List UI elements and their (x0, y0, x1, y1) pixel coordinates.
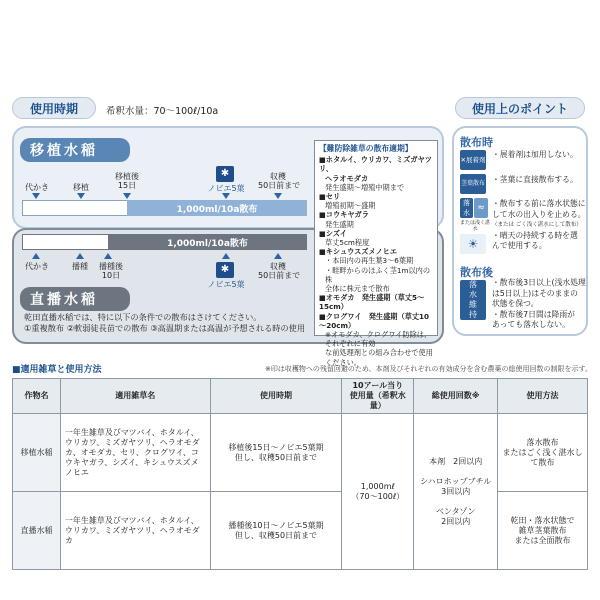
drain-icon-line1: 落 (463, 199, 470, 207)
row1-crop: 移植水稲 (13, 414, 61, 492)
spreader-icon-text: 展着剤 (465, 156, 486, 164)
section-title: ■適用雑草と使用方法 (12, 365, 102, 375)
section-note: ※印は収穫物への残留回避のため、本剤及びそれぞれの有効成分を含む農薬の総使用回数の制限を示す。 (264, 365, 592, 373)
direct-shirokaki-marker-icon (32, 253, 40, 259)
direct-note-1: 乾田直播水稲では、特に以下の条件での散布はさけてください。 (24, 312, 262, 322)
direct-leaf5-icon: ✱ (216, 262, 234, 278)
foliar-spray-icon (460, 174, 486, 194)
weed-timing-box (314, 140, 438, 367)
table-row (13, 492, 588, 570)
keep-water-icon (460, 280, 486, 320)
usage-period-label: 使用時期 (29, 101, 78, 116)
weed-box-line: ■ホタルイ、ウリカワ、ミズガヤツリ、 (319, 155, 432, 174)
transplant-spray-text: 1,000ml/10a散布 (176, 204, 258, 215)
after-point-1b: は5日以上)はそのままの (492, 288, 578, 298)
direct-notes (24, 312, 324, 334)
leaf5-marker-icon (222, 193, 230, 199)
row2-weeds: 一年生雑草及びマツバイ、ホタルイ、ウリカワ、ミズガヤツリ、ヘラオモダカ (60, 492, 210, 570)
row2-crop: 直播水稲 (13, 492, 61, 570)
keep-icon-line4: 持 (469, 310, 477, 319)
direct-leaf5-marker-icon (222, 253, 230, 259)
transplant-harvest-label (258, 172, 301, 190)
spray-point-1: ・展着剤は加用しない。 (492, 150, 578, 159)
col-crop: 作物名 (13, 379, 61, 414)
direct-spray-bar (108, 234, 307, 250)
direct-header (20, 287, 130, 311)
spray-point-4b: んで使用する。 (492, 241, 547, 250)
row1-period: 移植後15日～ノビエ5葉期 但し、収穫50日前まで (210, 414, 342, 492)
weed-box-line: 草丈5cm程度 (325, 238, 370, 248)
col-period: 使用時期 (210, 379, 342, 414)
row2-period: 播種後10日～ノビエ5葉期 但し、収穫50日前まで (210, 492, 342, 570)
usage-points-badge (455, 97, 585, 119)
direct-title: 直播水稲 (30, 292, 98, 308)
sunny-icon: ☀ (460, 234, 486, 254)
direct-harvest-label (258, 262, 301, 280)
spray-point-3: ・散布する前に落水状態に (492, 199, 586, 208)
direct-spray-text: 1,000ml/10a散布 (167, 238, 248, 249)
leaf5-icon: ✱ (216, 166, 234, 182)
weed-box-lines (319, 155, 433, 367)
seeding-marker-icon (76, 253, 84, 259)
direct-harvest-line2: 50日前まで (258, 271, 301, 280)
amount-cell: 1,000mℓ （70～100ℓ） (342, 414, 414, 570)
after-point-2b: あっても落水しない。 (492, 320, 570, 329)
no-spreader-icon: ✕展着剤 (460, 150, 486, 170)
shallow-water-note: または浅く湛水 (459, 220, 490, 232)
after10-line1: 播種後 (99, 262, 123, 271)
direct-seeding-label: 播種 (72, 262, 88, 271)
after-point-1: ・散布後3日以上(浅水処理 (492, 278, 586, 287)
shirokaki-marker-icon (32, 193, 40, 199)
row1-method: 落水散布 またはごく浅く湛水して散布 (498, 414, 588, 492)
weed-box-title: 【難防除雑草の散布適期】 (319, 144, 413, 153)
application-table (12, 378, 588, 570)
usage-period-badge (12, 97, 96, 119)
foliar-icon-text: 茎葉散布 (460, 180, 485, 187)
shallow-water-icon: ≈ (474, 198, 488, 218)
weed-box-line: な前処理剤との組み合わせで使用ください。 (325, 348, 433, 367)
table-row (13, 414, 588, 492)
weed-box-line: ヘラオモダカ (325, 173, 369, 183)
weed-box-line: ■シズイ (319, 228, 347, 238)
transplant-spray-bar (127, 200, 307, 216)
after15-marker-icon (123, 193, 131, 199)
drain-water-icon (460, 198, 473, 218)
weed-box-line: 全体に株元まで散布 (325, 284, 390, 294)
spray-time-points (492, 150, 588, 252)
weed-box-line: 発生盛期～増殖中期まで (325, 182, 405, 192)
spray-point-2: ・茎葉に直接散布する。 (492, 174, 578, 184)
after10-marker-icon (104, 253, 112, 259)
after-point-1c: 状態を保つ。 (492, 299, 539, 308)
weed-box-line: ■コウキヤガラ (319, 210, 369, 220)
transplant-leaf5-label: ノビエ5葉 (207, 184, 245, 193)
weed-box-line: 発生盛期 (325, 219, 354, 229)
direct-shirokaki-label: 代かき (25, 262, 49, 271)
keep-icon-line2: 水 (469, 290, 477, 299)
after15-line2: 15日 (117, 181, 137, 190)
spray-point-4: ・晴天の持続する時を選 (492, 230, 578, 240)
count-cell: 本剤 2回以内 シハロホップブチル 3回以内 ベンタゾン 2回以内 (414, 414, 498, 570)
keep-icon-line1: 落 (469, 280, 477, 289)
keep-icon-line3: 維 (469, 300, 477, 309)
row2-method: 乾田・落水状態で 雑草茎葉散布 または全面散布 (498, 492, 588, 570)
col-amount: 10アール当り 使用量（希釈水量） (342, 379, 414, 414)
weed-box-line: ■キシュウスズメノヒエ (319, 247, 398, 257)
transplant-after15-label (112, 172, 142, 190)
weed-box-line: ※オモダカ、クログワイ防除は、それぞれに有効 (325, 330, 432, 349)
after10-line2: 10日 (101, 271, 121, 280)
col-weeds: 適用雑草名 (60, 379, 210, 414)
weed-box-line: ■オモダカ 発生盛期（草丈5～15cm） (319, 293, 425, 312)
transplant-planting-label: 移植 (73, 183, 89, 192)
spray-point-3c: （または ごく浅く湛水にして散布） (492, 222, 582, 228)
spray-time-heading: 散布時 (460, 136, 493, 149)
transplant-header (20, 138, 130, 162)
spray-point-3b: して水の出入りを止める。 (492, 209, 586, 219)
weed-box-line: ・畦畔からのほふく茎1m以内の株 (325, 265, 431, 284)
usage-points-title: 使用上のポイント (471, 101, 568, 116)
row1-weeds: 一年生雑草及びマツバイ、ホタルイ、ウリカワ、ミズガヤツリ、ヘラオモダカ、オモダカ、セリ、クログワイ、コウキヤガラ、シズイ、キシュウスズメノヒエ (60, 414, 210, 492)
harvest-line1: 収穫 (270, 172, 286, 181)
col-count: 総使用回数※ (414, 379, 498, 414)
weed-box-line: ■セリ (319, 192, 341, 202)
after-spray-points (492, 278, 588, 331)
after-point-2: ・散布後7日間は降雨が (492, 309, 575, 319)
after15-line1: 移植後 (115, 172, 139, 181)
direct-leaf5-label: ノビエ5葉 (207, 280, 245, 289)
direct-harvest-line1: 収穫 (270, 262, 286, 271)
drain-icon-line2: 水 (463, 209, 470, 217)
dilution-rate: 希釈水量：70～100ℓ/10a (106, 106, 219, 117)
direct-note-2: ①重複散布 ②軟弱徒長苗での散布 ③高温期または高温が予想される時の使用 (24, 323, 306, 333)
col-method: 使用方法 (498, 379, 588, 414)
planting-marker-icon (77, 193, 85, 199)
transplant-title: 移植水稲 (30, 143, 98, 159)
after-spray-heading: 散布後 (460, 266, 493, 279)
direct-after10-label (96, 262, 126, 280)
weed-box-line: ・本田内の再生葉3～6葉期 (325, 256, 414, 266)
harvest-marker-icon (274, 193, 282, 199)
harvest-line2: 50日前まで (258, 181, 301, 190)
direct-harvest-marker-icon (274, 253, 282, 259)
transplant-shirokaki-label: 代かき (25, 183, 49, 192)
weed-box-line: ■クログワイ 発生盛期（草丈10～20cm） (319, 311, 430, 330)
weed-box-line: 増殖初期～盛期 (325, 201, 376, 211)
table-header-row (13, 379, 588, 414)
